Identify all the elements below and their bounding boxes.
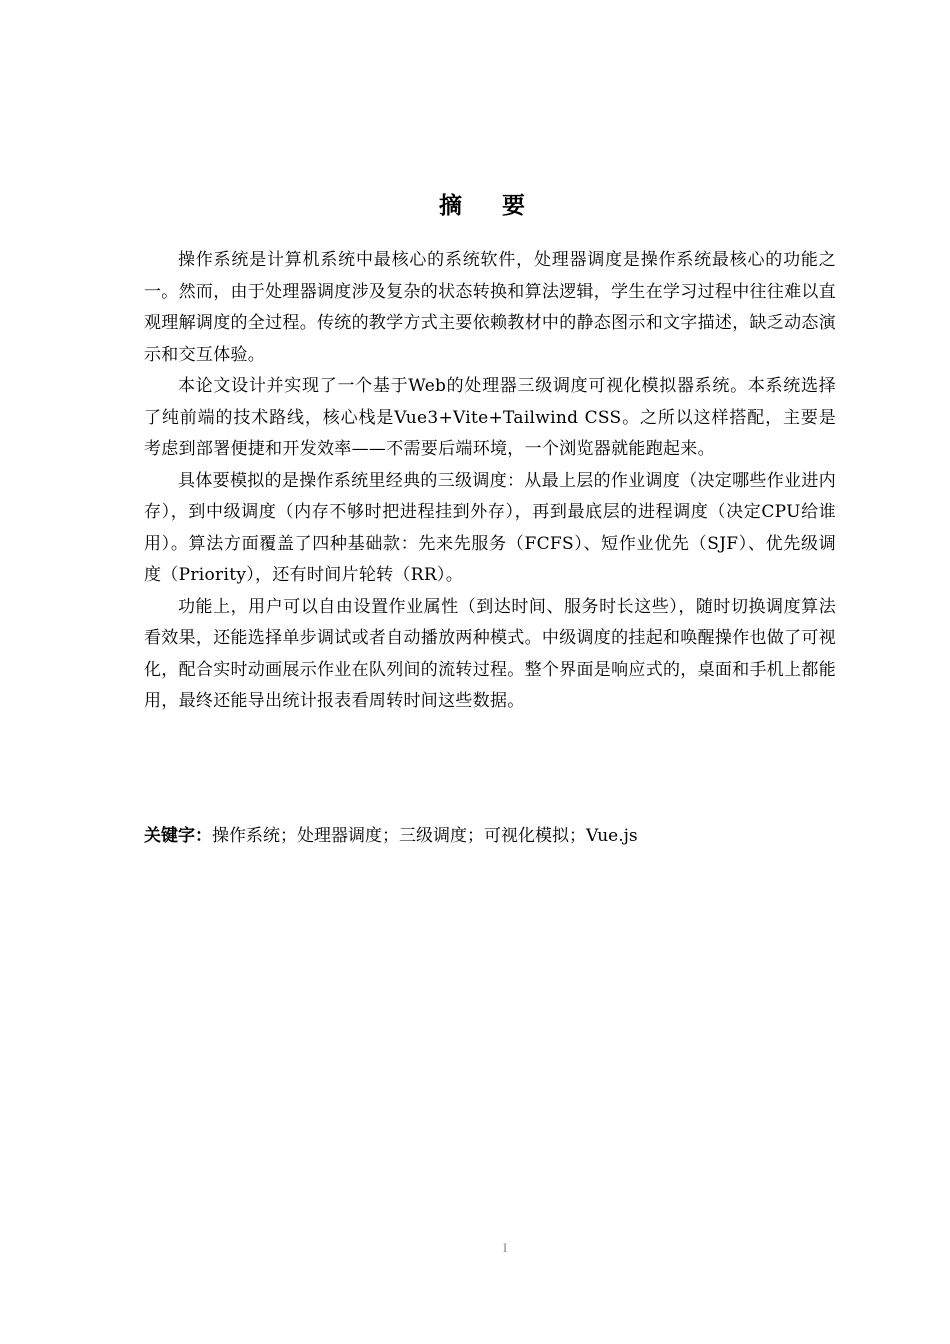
abstract-paragraph-2: 本论文设计并实现了一个基于Web的处理器三级调度可视化模拟器系统。本系统选择了纯前端的技术路线，核心栈是Vue3+Vite+Tailwind CSS。之所以这样搭配，主要是考虑到部署便捷和开发效率——不需要后端环境，一个浏览器就能跑起来。 — [144, 376, 836, 459]
abstract-paragraph-4: 功能上，用户可以自由设置作业属性（到达时间、服务时长这些），随时切换调度算法看效果，还能选择单步调试或者自动播放两种模式。中级调度的挂起和唤醒操作也做了可视化，配合实时动画展示作业在队列间的流转过程。整个界面是响应式的，桌面和手机上都能用，最终还能导出统计报表看周转时间这些数据。 — [144, 596, 836, 711]
keywords-label: 关键字： — [144, 826, 212, 846]
keywords-text: 操作系统；处理器调度；三级调度；可视化模拟；Vue.js — [212, 826, 638, 846]
abstract-body — [144, 245, 836, 718]
keywords-line — [144, 820, 836, 852]
page-number: I — [502, 1240, 508, 1255]
abstract-title: 摘 要 — [438, 193, 541, 219]
abstract-paragraph-3: 具体要模拟的是操作系统里经典的三级调度：从最上层的作业调度（决定哪些作业进内存），到中级调度（内存不够时把进程挂到外存），再到最底层的进程调度（决定CPU给谁用）。算法方面覆盖了四种基础款：先来先服务（FCFS）、短作业优先（SJF）、优先级调度（Priority），还有时间片轮转（RR）。 — [144, 470, 836, 585]
abstract-paragraph-1: 操作系统是计算机系统中最核心的系统软件，处理器调度是操作系统最核心的功能之一。然而，由于处理器调度涉及复杂的状态转换和算法逻辑，学生在学习过程中往往难以直观理解调度的全过程。传统的教学方式主要依赖教材中的静态图示和文字描述，缺乏动态演示和交互体验。 — [144, 250, 836, 365]
